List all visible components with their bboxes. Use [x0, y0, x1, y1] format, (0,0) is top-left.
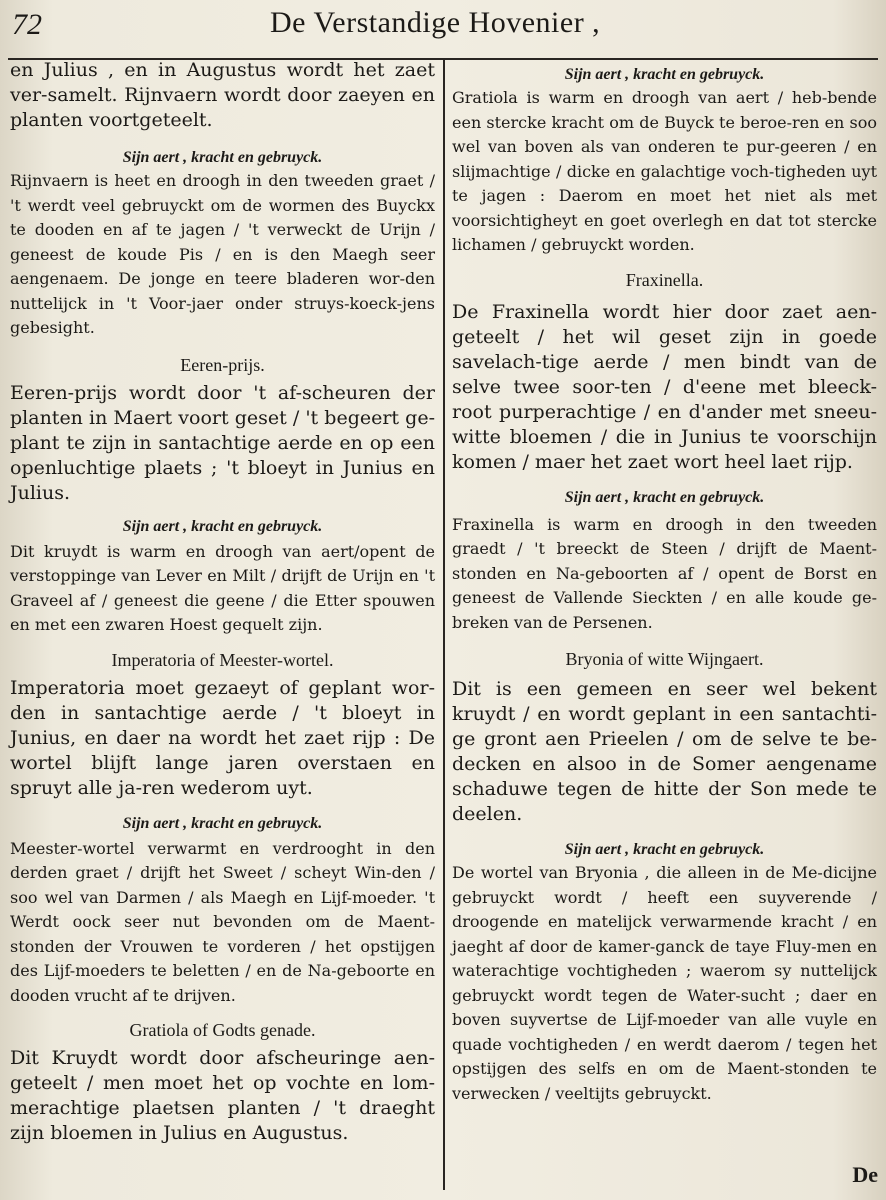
left-para-13: Dit Kruydt wordt door afscheuringe aen-geteelt / men moet het op vochte en lom-merachtige plaetsen planten / 't draeght zijn bloemen in Julius en Augustus. [10, 1047, 435, 1144]
left-subhead-6: Sijn aert , kracht en gebruyck. [122, 517, 323, 535]
left-para-9: Imperatoria moet gezaeyt of geplant wor-den in santachtige aerde / 't bloeyt in Junius, en daer na wordt het zaet rijp : De wortel blijft lange jaren overstaen en spruyt alle ja-ren wederom uyt. [10, 676, 435, 799]
catchword: De [852, 1162, 878, 1187]
left-column [10, 58, 435, 1146]
right-para-2: Gratiola is warm en droogh van aert / heb-bende een stercke kracht om de Buyck te beroe-ren en soo wel van boven als van onderen te pur-geeren / en slijmachtige / dicke en galachtige voch-tigheden uyt te jagen : Daerom en moet het niet als met voorsichtigheyt en goet overlegh en dat tot stercke lichamen / gebruyckt worden. [452, 88, 877, 254]
right-para-4: De Fraxinella wordt hier door zaet aen-geteelt / het wil geset zijn in goede savelach-tige aerde / men bindt van de selve twee soor-ten / d'eene met bleeck-root purperachtige / en d'ander met sneeu-witte bloemen / die in Junius te voorschijn komen / maer het zaet wort heel laet rijp. [452, 300, 877, 473]
left-subhead-2: Sijn aert , kracht en gebruyck. [122, 149, 323, 166]
page-number: 72 [12, 8, 42, 41]
right-column [452, 58, 877, 1106]
right-heading-3: Fraxinella. [625, 269, 704, 290]
column-divider [443, 60, 445, 1190]
left-para-7: Dit kruydt is warm en droogh van aert/opent de verstoppinge van Lever en Milt / drijft de Urijn en 't Graveel af / geneest die geene / die Etter spouwen en met een zwaren Hoest gequelt zijn. [10, 541, 435, 634]
left-heading-12: Gratiola of Godts genade. [129, 1020, 316, 1040]
right-subhead-1: Sijn aert , kracht en gebruyck. [564, 66, 765, 83]
right-subhead-5: Sijn aert , kracht en gebruyck. [564, 488, 765, 506]
left-para-1: en Julius , en in Augustus wordt het zaet ver-samelt. Rijnvaern wordt door zaeyen en planten voortgeteelt. [10, 59, 435, 131]
left-heading-4: Eeren-prijs. [180, 354, 265, 375]
right-para-8: Dit is een gemeen en seer wel bekent kruydt / en wordt geplant in een santachti-ge gront aen Prieelen / om de selve te be-decken en alsoo in de Somer aengename schaduwe tegen de hitte der Son mede te deelen. [452, 678, 877, 825]
page-header [0, 0, 886, 58]
running-title: De Verstandige Hovenier , [270, 6, 601, 39]
right-para-10: De wortel van Bryonia , die alleen in de Me-dicijne gebruyckt wordt / heeft een suyverende / droogende en matelijck verwarmende kracht / en jaeght af door de kamer-ganck de taye Fluy-men en waterachtige vochtigheden ; waerom sy nuttelijck gebruyckt wordt tegen de Water-sucht ; daer en boven suyvertse de Lijf-moeder van alle vuyle en quade vochtigheden / en werdt daerom / tegen het opstijgen des selfs en om de Maent-stonden te verwecken / veeltijts gebruyckt. [452, 863, 877, 1103]
right-subhead-9: Sijn aert , kracht en gebruyck. [564, 841, 765, 858]
left-subhead-10: Sijn aert , kracht en gebruyck. [122, 814, 323, 832]
left-para-5: Eeren-prijs wordt door 't af-scheuren der planten in Maert voort geset / 't begeert ge-plant te zijn in santachtige aerde en op een openluchtige plaets ; 't bloeyt in Junius en Julius. [10, 381, 435, 504]
left-para-11: Meester-wortel verwarmt en verdrooght in den derden graet / drijft het Sweet / scheyt Win-den / soo wel van Darmen / als Maegh en Lijf-moeder. 't Werdt oock seer nut bevonden om de Maent-stonden der Vrouwen te vorderen / het opstijgen des Lijf-moeders te beletten / en de Na-geboorte en dooden vrucht af te drijven. [10, 838, 435, 1005]
left-para-3: Rijnvaern is heet en droogh in den tweeden graet / 't werdt veel gebruyckt om de wormen des Buyckx te dooden en af te jagen / 't verweckt de Urijn / geneest de koude Pis / en is den Maegh seer aengenaem. De jonge en teere bladeren wor-den nuttelijck in 't Voor-jaer onder struys-koeck-jens gebesight. [10, 171, 435, 337]
right-para-6: Fraxinella is warm en droogh in den tweeden graedt / 't breeckt de Steen / drijft de Maent-stonden en Na-geboorten af / opent de Borst en geneest de Vallende Sieckten / en alle koude ge-breken van de Persenen. [452, 514, 877, 632]
left-heading-8: Imperatoria of Meester-wortel. [111, 649, 334, 670]
right-heading-7: Bryonia of witte Wijngaert. [565, 649, 764, 669]
